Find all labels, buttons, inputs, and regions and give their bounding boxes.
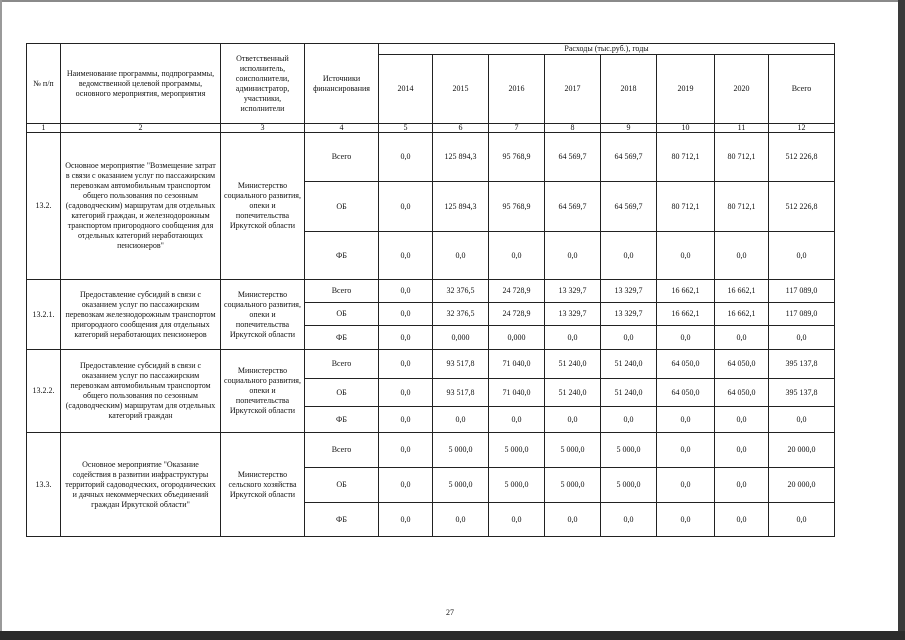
value-cell: 0,0 [379, 407, 433, 433]
value-cell: 80 712,1 [657, 182, 715, 232]
value-cell: 5 000,0 [489, 468, 545, 503]
value-cell: 0,0 [545, 503, 601, 537]
column-number: 7 [489, 124, 545, 133]
header-expenses: Расходы (тыс.руб.), годы [379, 44, 835, 55]
value-cell: 0,0 [379, 303, 433, 326]
total-cell: 0,0 [769, 503, 835, 537]
value-cell: 125 894,3 [433, 182, 489, 232]
value-cell: 5 000,0 [489, 433, 545, 468]
value-cell: 0,0 [379, 182, 433, 232]
header-funding-source: Источники финансирования [305, 44, 379, 124]
value-cell: 13 329,7 [601, 303, 657, 326]
row-number: 13.2. [27, 133, 61, 280]
measure-name: Основное мероприятие "Оказание содействия в развитии инфраструктуры территорий садоводческих, огороднических и дачных некоммерческих объединений граждан Иркутской области" [61, 433, 221, 537]
funding-source: ОБ [305, 182, 379, 232]
value-cell: 71 040,0 [489, 379, 545, 407]
value-cell: 0,0 [379, 433, 433, 468]
total-cell: 512 226,8 [769, 182, 835, 232]
value-cell: 0,0 [545, 326, 601, 350]
responsible-executor: Министерство социального развития, опеки и попечительства Иркутской области [221, 133, 305, 280]
column-number: 12 [769, 124, 835, 133]
header-year: 2014 [379, 55, 433, 124]
total-cell: 512 226,8 [769, 133, 835, 182]
header-year: 2020 [715, 55, 769, 124]
value-cell: 32 376,5 [433, 280, 489, 303]
total-cell: 0,0 [769, 232, 835, 280]
value-cell: 13 329,7 [545, 303, 601, 326]
column-number: 9 [601, 124, 657, 133]
responsible-executor: Министерство социального развития, опеки и попечительства Иркутской области [221, 350, 305, 433]
measure-name: Предоставление субсидий в связи с оказанием услуг по пассажирским перевозкам железнодорожным транспортом пригородного сообщения для отдельных категорий неработающих пенсионеров [61, 280, 221, 350]
column-number: 6 [433, 124, 489, 133]
value-cell: 51 240,0 [545, 379, 601, 407]
value-cell: 0,0 [489, 232, 545, 280]
header-row-top [27, 44, 835, 55]
row-number: 13.2.2. [27, 350, 61, 433]
table-row [27, 133, 835, 182]
value-cell: 0,0 [379, 232, 433, 280]
column-number: 11 [715, 124, 769, 133]
value-cell: 0,0 [433, 503, 489, 537]
value-cell: 0,0 [379, 503, 433, 537]
value-cell: 93 517,8 [433, 350, 489, 379]
total-cell: 117 089,0 [769, 303, 835, 326]
funding-source: ФБ [305, 503, 379, 537]
value-cell: 0,0 [657, 326, 715, 350]
value-cell: 5 000,0 [545, 468, 601, 503]
table-row [27, 433, 835, 468]
funding-source: Всего [305, 350, 379, 379]
measure-name: Основное мероприятие "Возмещение затрат в связи с оказанием услуг по пассажирским перевозкам автомобильным транспортом общего пользования по сезонным (садоводческим) маршрутам для отдельных категорий граждан, и железнодорожным транспортом пригородного сообщения для отдельных категорий неработающих пенсионеров" [61, 133, 221, 280]
value-cell: 0,0 [379, 326, 433, 350]
value-cell: 0,0 [715, 468, 769, 503]
funding-source: ОБ [305, 379, 379, 407]
row-number: 13.3. [27, 433, 61, 537]
total-cell: 0,0 [769, 326, 835, 350]
header-program-name: Наименование программы, подпрограммы, ведомственной целевой программы, основного мероприятия, мероприятия [61, 44, 221, 124]
value-cell: 13 329,7 [545, 280, 601, 303]
value-cell: 0,0 [379, 350, 433, 379]
funding-source: ОБ [305, 303, 379, 326]
value-cell: 64 050,0 [657, 350, 715, 379]
value-cell: 95 768,9 [489, 182, 545, 232]
value-cell: 0,0 [657, 503, 715, 537]
value-cell: 0,0 [715, 407, 769, 433]
total-cell: 395 137,8 [769, 350, 835, 379]
value-cell: 0,0 [379, 379, 433, 407]
value-cell: 0,0 [715, 503, 769, 537]
value-cell: 64 569,7 [545, 182, 601, 232]
value-cell: 0,000 [489, 326, 545, 350]
value-cell: 95 768,9 [489, 133, 545, 182]
value-cell: 0,0 [489, 503, 545, 537]
funding-source: ОБ [305, 468, 379, 503]
table-row [27, 280, 835, 303]
value-cell: 51 240,0 [545, 350, 601, 379]
value-cell: 51 240,0 [601, 350, 657, 379]
total-cell: 20 000,0 [769, 468, 835, 503]
total-cell: 20 000,0 [769, 433, 835, 468]
value-cell: 16 662,1 [657, 303, 715, 326]
funding-source: ФБ [305, 326, 379, 350]
header-num: № п/п [27, 44, 61, 124]
page-number: 27 [446, 608, 454, 617]
total-cell: 117 089,0 [769, 280, 835, 303]
value-cell: 5 000,0 [601, 468, 657, 503]
value-cell: 0,0 [601, 232, 657, 280]
value-cell: 0,0 [657, 433, 715, 468]
budget-table [26, 43, 835, 537]
funding-source: Всего [305, 433, 379, 468]
value-cell: 0,0 [545, 232, 601, 280]
value-cell: 16 662,1 [715, 303, 769, 326]
value-cell: 64 050,0 [715, 379, 769, 407]
column-number: 5 [379, 124, 433, 133]
scan-edge-left [0, 0, 2, 640]
funding-source: Всего [305, 133, 379, 182]
column-number: 4 [305, 124, 379, 133]
value-cell: 0,0 [379, 468, 433, 503]
value-cell: 71 040,0 [489, 350, 545, 379]
value-cell: 0,0 [601, 326, 657, 350]
column-number-row [27, 124, 835, 133]
value-cell: 0,0 [379, 280, 433, 303]
header-year: 2016 [489, 55, 545, 124]
responsible-executor: Министерство социального развития, опеки и попечительства Иркутской области [221, 280, 305, 350]
value-cell: 0,0 [715, 433, 769, 468]
value-cell: 5 000,0 [433, 433, 489, 468]
value-cell: 16 662,1 [715, 280, 769, 303]
header-responsible: Ответственный исполнитель, соисполнители, администратор, участники, исполнители [221, 44, 305, 124]
value-cell: 0,0 [601, 407, 657, 433]
value-cell: 5 000,0 [601, 433, 657, 468]
total-cell: 395 137,8 [769, 379, 835, 407]
value-cell: 16 662,1 [657, 280, 715, 303]
value-cell: 5 000,0 [545, 433, 601, 468]
value-cell: 0,0 [715, 326, 769, 350]
value-cell: 0,0 [433, 232, 489, 280]
value-cell: 80 712,1 [715, 182, 769, 232]
value-cell: 13 329,7 [601, 280, 657, 303]
value-cell: 125 894,3 [433, 133, 489, 182]
value-cell: 0,0 [379, 133, 433, 182]
value-cell: 0,0 [545, 407, 601, 433]
value-cell: 64 569,7 [601, 133, 657, 182]
value-cell: 64 569,7 [601, 182, 657, 232]
table-row [27, 350, 835, 379]
value-cell: 64 569,7 [545, 133, 601, 182]
value-cell: 80 712,1 [715, 133, 769, 182]
value-cell: 0,0 [657, 407, 715, 433]
value-cell: 0,0 [489, 407, 545, 433]
value-cell: 5 000,0 [433, 468, 489, 503]
column-number: 2 [61, 124, 221, 133]
value-cell: 80 712,1 [657, 133, 715, 182]
column-number: 10 [657, 124, 715, 133]
measure-name: Предоставление субсидий в связи с оказанием услуг по пассажирским перевозкам автомобильным транспортом общего пользования по сезонным (садоводческим) маршрутам для отдельных категорий граждан [61, 350, 221, 433]
value-cell: 51 240,0 [601, 379, 657, 407]
header-year: 2015 [433, 55, 489, 124]
column-number: 3 [221, 124, 305, 133]
header-year: 2019 [657, 55, 715, 124]
scan-edge-top [0, 0, 905, 2]
total-cell: 0,0 [769, 407, 835, 433]
scan-edge-right [898, 0, 905, 640]
value-cell: 0,0 [715, 232, 769, 280]
value-cell: 0,0 [657, 232, 715, 280]
value-cell: 0,0 [657, 468, 715, 503]
column-number: 8 [545, 124, 601, 133]
header-total: Всего [769, 55, 835, 124]
value-cell: 32 376,5 [433, 303, 489, 326]
funding-source: Всего [305, 280, 379, 303]
responsible-executor: Министерство сельского хозяйства Иркутской области [221, 433, 305, 537]
funding-source: ФБ [305, 407, 379, 433]
value-cell: 0,0 [601, 503, 657, 537]
value-cell: 64 050,0 [657, 379, 715, 407]
header-year: 2018 [601, 55, 657, 124]
value-cell: 24 728,9 [489, 280, 545, 303]
scan-edge-bottom [0, 631, 905, 640]
header-year: 2017 [545, 55, 601, 124]
funding-source: ФБ [305, 232, 379, 280]
value-cell: 0,000 [433, 326, 489, 350]
value-cell: 24 728,9 [489, 303, 545, 326]
value-cell: 93 517,8 [433, 379, 489, 407]
value-cell: 0,0 [433, 407, 489, 433]
column-number: 1 [27, 124, 61, 133]
row-number: 13.2.1. [27, 280, 61, 350]
value-cell: 64 050,0 [715, 350, 769, 379]
